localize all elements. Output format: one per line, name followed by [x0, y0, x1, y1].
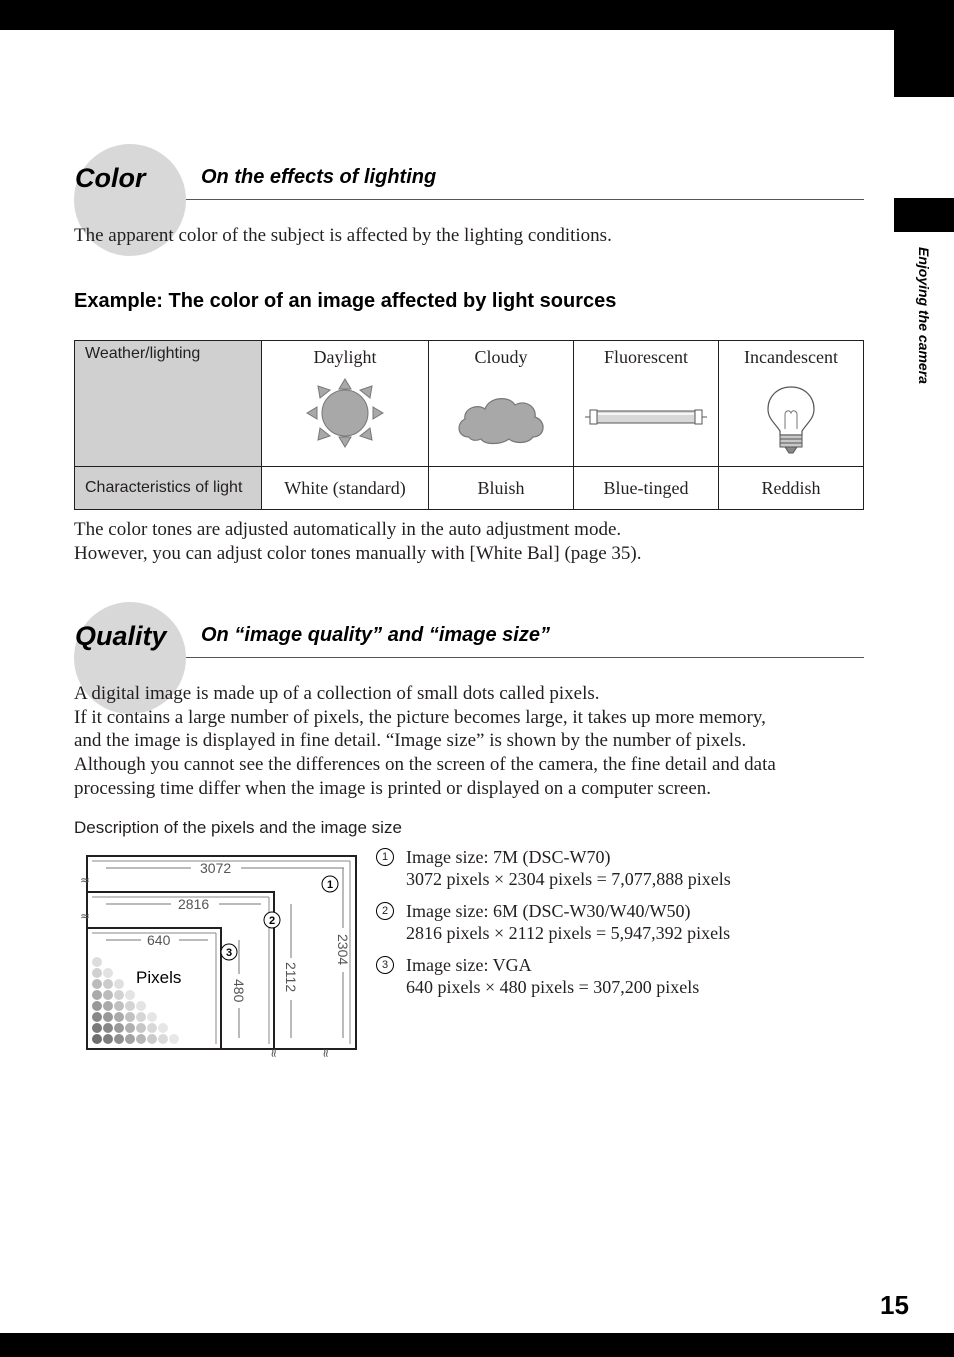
characteristic-daylight: White (standard)	[262, 467, 429, 510]
quality-para-line3: and the image is displayed in fine detail. “Image size” is shown by the number of pixels.	[74, 730, 747, 751]
row-header-weather: Weather/lighting	[75, 341, 262, 467]
light-bulb-icon	[765, 385, 817, 455]
color-section-subtitle: On the effects of lighting	[201, 166, 437, 188]
pixel-size-diagram	[76, 848, 360, 1058]
marker-3-label: 3	[225, 947, 233, 959]
marker-1-label: 1	[326, 879, 334, 891]
width-label-2: 2816	[178, 896, 210, 912]
thumb-tab-section	[894, 198, 954, 232]
quality-para-line5: processing time differ when the image is printed or displayed on a computer screen.	[74, 778, 712, 799]
side-tab-label: Enjoying the camera	[916, 247, 932, 384]
legend-number-1: 1	[376, 848, 394, 866]
marker-2-label: 2	[268, 915, 276, 927]
height-label-2: 2112	[283, 962, 299, 993]
top-bar	[0, 0, 954, 30]
quality-para-line2: If it contains a large number of pixels, the picture becomes large, it takes up more memory,	[74, 707, 766, 728]
quality-para-line4: Although you cannot see the differences on the screen of the camera, the fine detail and data	[74, 754, 776, 775]
width-label-1: 3072	[200, 860, 232, 876]
example-heading: Example: The color of an image affected by light sources	[74, 290, 617, 312]
width-label-3: 640	[147, 932, 171, 948]
color-intro: The apparent color of the subject is affected by the lighting conditions.	[74, 225, 612, 246]
height-label-1: 2304	[335, 934, 351, 966]
diagram-caption: Description of the pixels and the image size	[74, 818, 402, 837]
pixels-label: Pixels	[136, 968, 182, 987]
quality-section-rule	[186, 657, 864, 658]
table-row	[75, 341, 864, 467]
table-cell-incandescent	[719, 341, 864, 467]
sun-icon	[305, 377, 385, 449]
cloud-icon	[455, 391, 547, 447]
legend-number-2: 2	[376, 902, 394, 920]
color-note-line2: However, you can adjust color tones manually with [White Bal] (page 35).	[74, 543, 642, 564]
color-section-rule	[186, 199, 864, 200]
label-fluorescent: Fluorescent	[604, 347, 688, 367]
table-cell-fluorescent	[574, 341, 719, 467]
characteristic-fluorescent: Blue-tinged	[574, 467, 719, 510]
legend-item-1-line2: 3072 pixels × 2304 pixels = 7,077,888 pixels	[406, 869, 731, 889]
quality-section-subtitle: On “image quality” and “image size”	[201, 624, 550, 646]
legend-item-2-line2: 2816 pixels × 2112 pixels = 5,947,392 pixels	[406, 923, 731, 943]
height-label-3: 480	[231, 979, 247, 1003]
legend-item-2-line1: Image size: 6M (DSC-W30/W40/W50)	[406, 901, 691, 921]
characteristic-incandescent: Reddish	[719, 467, 864, 510]
svg-text:≈: ≈	[80, 873, 91, 887]
lighting-table	[74, 340, 864, 510]
characteristic-cloudy: Bluish	[429, 467, 574, 510]
table-row	[75, 467, 864, 510]
legend-number-3: 3	[376, 956, 394, 974]
row-header-characteristics: Characteristics of light	[75, 467, 262, 510]
table-cell-cloudy	[429, 341, 574, 467]
page-number: 15	[880, 1290, 909, 1320]
fluorescent-tube-icon	[584, 407, 708, 427]
svg-text:≈: ≈	[267, 1048, 281, 1058]
svg-text:≈: ≈	[80, 909, 91, 923]
legend-item-3-line1: Image size: VGA	[406, 955, 532, 975]
bottom-bar	[0, 1333, 954, 1357]
label-daylight: Daylight	[313, 347, 377, 367]
svg-text:≈: ≈	[319, 1048, 333, 1058]
label-cloudy: Cloudy	[474, 347, 528, 367]
quality-section-title: Quality	[75, 621, 167, 651]
legend-item-1-line1: Image size: 7M (DSC-W70)	[406, 847, 611, 867]
color-section-title: Color	[75, 163, 146, 193]
legend-item-3-line2: 640 pixels × 480 pixels = 307,200 pixels	[406, 977, 700, 997]
thumb-tab-top	[894, 30, 954, 97]
quality-para-line1: A digital image is made up of a collection of small dots called pixels.	[74, 683, 600, 704]
color-note-line1: The color tones are adjusted automatically in the auto adjustment mode.	[74, 519, 622, 540]
table-cell-daylight	[262, 341, 429, 467]
label-incandescent: Incandescent	[744, 347, 838, 367]
